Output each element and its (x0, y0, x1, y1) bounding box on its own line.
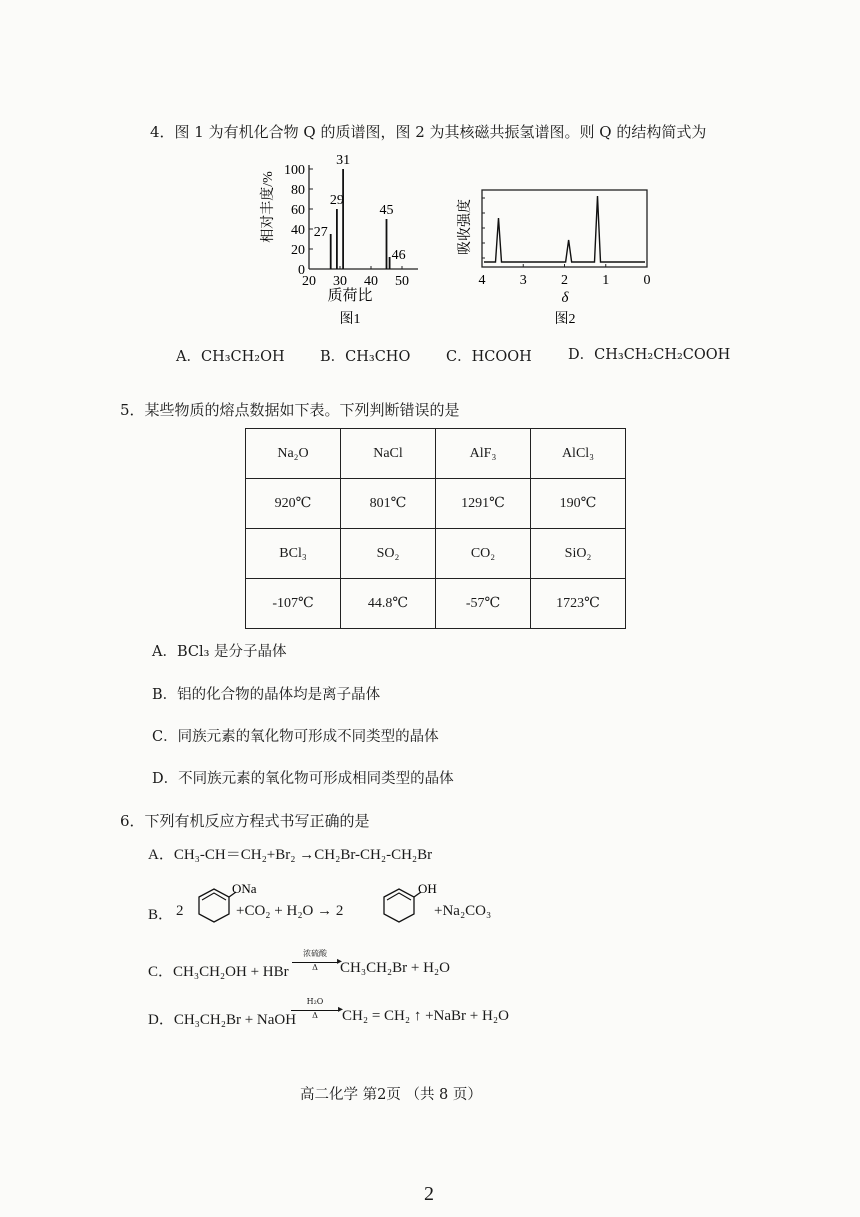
q4-option-c[interactable]: C．HCOOH (446, 349, 532, 365)
fig2-xtick-label: 4 (478, 273, 486, 288)
q5-option-b[interactable]: B．铝的化合物的晶体均是离子晶体 (152, 687, 381, 703)
d-condition-bottom: Δ (312, 1011, 318, 1020)
d-condition-top: H₂O (306, 997, 324, 1006)
q6-option-a[interactable]: A．CH₃-CH＝CH₂+Br₂ →CH₂Br-CH₂-CH₂Br (148, 847, 433, 863)
q6-d-right: CH₂ = CH₂ ↑ +NaBr + H₂O (342, 1008, 509, 1024)
table-cell: 1291℃ (436, 479, 531, 529)
table-cell: AlCl₃ (531, 429, 626, 479)
mass-spectrum-chart (258, 145, 433, 335)
q4-option-b[interactable]: B．CH₃CHO (320, 349, 411, 365)
fig1-ytick-label: 0 (298, 263, 305, 278)
q6-stem: 6．下列有机反应方程式书写正确的是 (120, 812, 370, 830)
fig1-caption: 图1 (339, 312, 361, 327)
fig2-xtick-label: 0 (643, 273, 651, 288)
fig1-peak-label: 29 (329, 193, 344, 208)
table-cell: AlF₃ (436, 429, 531, 479)
nmr-spectrum-chart (455, 180, 660, 335)
fig2-xtick-label: 1 (602, 273, 610, 288)
table-cell: -57℃ (436, 579, 531, 629)
q5-option-d[interactable]: D．不同族元素的氧化物可形成相同类型的晶体 (152, 771, 454, 787)
table-cell: 190℃ (531, 479, 626, 529)
fig1-xtick-label: 40 (364, 274, 378, 289)
table-row (246, 529, 626, 579)
q4-stem: 4．图 1 为有机化合物 Q 的质谱图，图 2 为其核磁共振氢谱图。则 Q 的结构简式为 (150, 123, 707, 141)
q6-b-coef: 2 (176, 903, 184, 919)
fig1-xlabel: 质荷比 (327, 288, 373, 304)
fig1-peak-label: 45 (379, 203, 394, 218)
page-footer: 高二化学 第2页 （共 8 页） (300, 1087, 482, 1103)
q6-option-c[interactable]: C．CH₃CH₂OH + HBr (148, 964, 289, 980)
q6-b-middle: +CO₂ + H₂O → 2 (236, 903, 344, 919)
q4-option-d[interactable]: D．CH₃CH₂CH₂COOH (568, 347, 731, 363)
condition-arrow-d: H₂O ▸ Δ (291, 997, 339, 1027)
fig1-xtick-label: 50 (395, 274, 409, 289)
table-row (246, 579, 626, 629)
fig1-ytick-label: 100 (284, 163, 305, 178)
fig1-ylabel: 相对丰度/% (261, 171, 276, 243)
fig1-xtick-label: 30 (333, 274, 347, 289)
melting-point-table (245, 428, 626, 629)
table-cell: SiO₂ (531, 529, 626, 579)
table-cell: 44.8℃ (341, 579, 436, 629)
table-cell: -107℃ (246, 579, 341, 629)
fig2-xtick-label: 3 (519, 273, 527, 288)
fig1-ytick-label: 80 (291, 183, 305, 198)
c-condition-bottom: Δ (312, 963, 318, 972)
table-cell: 920℃ (246, 479, 341, 529)
ona-label: ONa (232, 881, 257, 896)
table-row (246, 429, 626, 479)
phenol-structure (374, 880, 437, 932)
table-cell: BCl₃ (246, 529, 341, 579)
q5-stem: 5．某些物质的熔点数据如下表。下列判断错误的是 (120, 401, 460, 419)
q6-option-b-letter[interactable]: B． (148, 907, 174, 923)
q5-option-a[interactable]: A．BCl₃ 是分子晶体 (152, 644, 287, 660)
fig1-peak-label: 27 (313, 225, 328, 240)
table-cell: NaCl (341, 429, 436, 479)
table-row (246, 479, 626, 529)
page-number: 2 (424, 1183, 434, 1205)
fig2-xlabel: δ (561, 290, 569, 306)
oh-label: OH (418, 881, 437, 896)
table-cell: SO₂ (341, 529, 436, 579)
fig1-ytick-label: 20 (291, 243, 305, 258)
fig1-ytick-label: 60 (291, 203, 305, 218)
condition-arrow-c: 浓硫酸 ▸ Δ (292, 949, 338, 979)
fig1-peak-label: 46 (391, 248, 406, 263)
q6-b-end: +Na₂CO₃ (434, 903, 492, 919)
c-condition-top: 浓硫酸 (303, 949, 327, 958)
fig2-caption: 图2 (554, 312, 576, 327)
q4-option-a[interactable]: A．CH₃CH₂OH (176, 349, 285, 365)
fig1-ytick-label: 40 (291, 223, 305, 238)
fig1-xtick-label: 20 (302, 274, 316, 289)
table-cell: CO₂ (436, 529, 531, 579)
fig2-ylabel: 吸收强度 (458, 199, 473, 255)
table-cell: 1723℃ (531, 579, 626, 629)
q6-option-d[interactable]: D．CH₃CH₂Br + NaOH (148, 1012, 297, 1028)
fig2-xtick-label: 2 (561, 273, 568, 288)
table-cell: Na₂O (246, 429, 341, 479)
fig2-frame (482, 190, 647, 267)
table-cell: 801℃ (341, 479, 436, 529)
q5-option-c[interactable]: C．同族元素的氧化物可形成不同类型的晶体 (152, 729, 439, 745)
nmr-curve (484, 196, 645, 262)
q6-c-right: CH₃CH₂Br + H₂O (340, 960, 450, 976)
fig1-peak-label: 31 (336, 153, 351, 168)
